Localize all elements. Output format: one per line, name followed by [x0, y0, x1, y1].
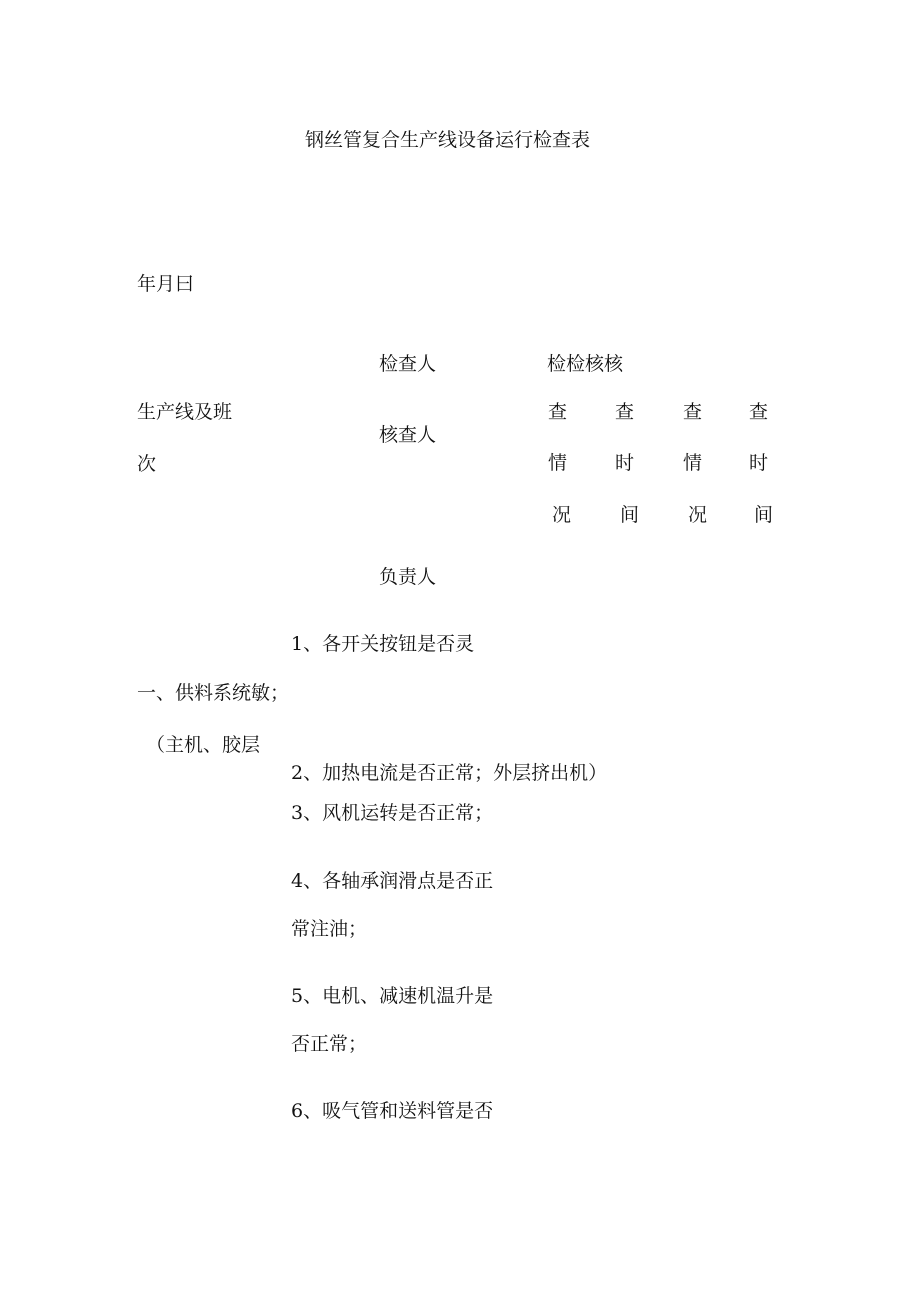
- date-label: 年月曰: [137, 273, 195, 295]
- check-item-5: 5、电机、减速机温升是: [291, 985, 494, 1007]
- col4-char-2: 时: [749, 452, 769, 474]
- inspector-label: 检查人: [379, 353, 437, 375]
- check-item-4-cont: 常注油；: [291, 918, 368, 940]
- section-heading: 一、供料系统敏；: [137, 682, 290, 704]
- col1-char-2: 情: [548, 452, 568, 474]
- line-shift-label: 生产线及班: [137, 401, 233, 423]
- col1-char-3: 况: [552, 504, 572, 526]
- check-item-4: 4、各轴承润滑点是否正: [291, 870, 494, 892]
- section-heading-cont: （主机、胶层: [146, 734, 261, 756]
- col3-char-2: 情: [683, 452, 703, 474]
- responsible-label: 负责人: [379, 566, 437, 588]
- check-item-1: 1、各开关按钮是否灵: [291, 633, 475, 655]
- check-item-6: 6、吸气管和送料管是否: [291, 1100, 494, 1122]
- checker-label: 核查人: [379, 424, 437, 446]
- col4-char-1: 查: [749, 401, 769, 423]
- check-item-3: 3、风机运转是否正常；: [291, 802, 494, 824]
- col4-char-3: 间: [754, 504, 774, 526]
- check-item-2: 2、加热电流是否正常；外层挤出机）: [291, 762, 608, 784]
- document-title: 钢丝管复合生产线设备运行检查表: [305, 129, 591, 151]
- inspection-columns-header: 检检核核: [547, 353, 624, 375]
- col2-char-2: 时: [615, 452, 635, 474]
- line-shift-label-cont: 次: [137, 453, 157, 475]
- col2-char-3: 间: [620, 504, 640, 526]
- col3-char-3: 况: [688, 504, 708, 526]
- col3-char-1: 查: [683, 401, 703, 423]
- col2-char-1: 查: [615, 401, 635, 423]
- check-item-5-cont: 否正常；: [291, 1033, 368, 1055]
- col1-char-1: 查: [548, 401, 568, 423]
